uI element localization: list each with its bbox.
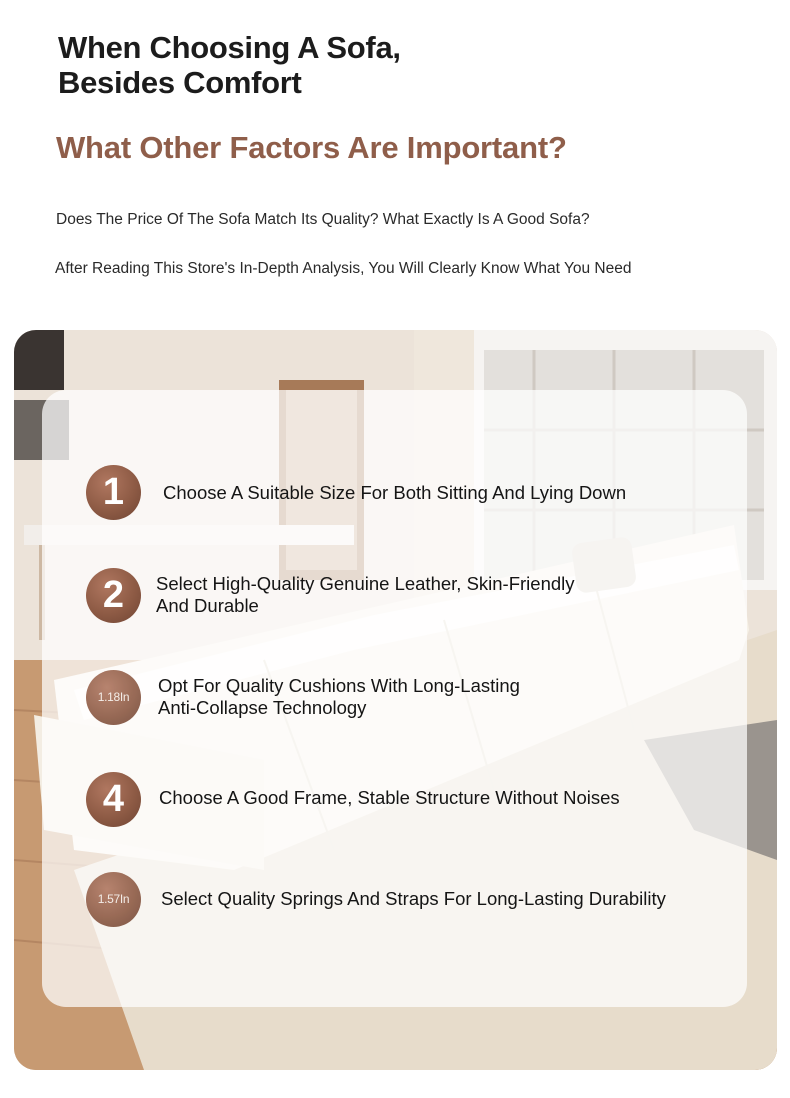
factor-line-1: Select High-Quality Genuine Leather, Skin-Friendly [156,573,575,594]
factor-line-2: And Durable [156,595,259,616]
factor-line-1: Choose A Suitable Size For Both Sitting And Lying Down [163,482,627,503]
factor-number-badge: 4 [86,772,141,827]
question-heading: What Other Factors Are Important? [56,130,567,165]
factor-text [163,482,626,504]
factor-item [0,465,790,521]
factor-number-badge: 1 [86,465,141,520]
factor-number-badge: 1.18In [86,670,141,725]
factor-text [158,675,520,719]
factor-item [0,772,790,828]
factor-text [159,787,620,809]
factor-item [0,872,790,928]
factor-line-1: Select Quality Springs And Straps For Long-Lasting Durability [161,888,666,909]
factor-line-1: Opt For Quality Cushions With Long-Lasting [158,675,520,696]
factor-number-badge: 1.57In [86,872,141,927]
main-title-line-1: When Choosing A Sofa, [58,30,401,65]
main-title [58,30,478,100]
factor-text [156,573,575,617]
factor-item [0,568,790,624]
factor-number-badge: 2 [86,568,141,623]
main-title-line-2: Besides Comfort [58,65,302,100]
factor-line-2: Anti-Collapse Technology [158,697,367,718]
factor-line-1: Choose A Good Frame, Stable Structure Without Noises [159,787,620,808]
subtitle-analysis: After Reading This Store's In-Depth Analysis, You Will Clearly Know What You Need [55,260,632,277]
subtitle-price-quality: Does The Price Of The Sofa Match Its Quality? What Exactly Is A Good Sofa? [56,211,590,228]
factor-item [0,670,790,726]
factor-text [161,888,666,910]
